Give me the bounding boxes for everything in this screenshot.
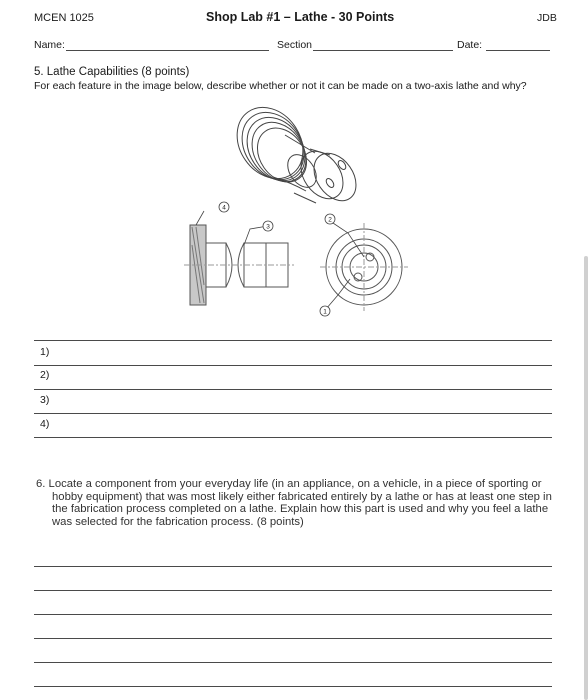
- name-field-line[interactable]: [66, 50, 269, 51]
- answer-line-3[interactable]: [34, 413, 552, 414]
- side-view-drawing: [184, 225, 294, 305]
- answer-label-1: 1): [40, 346, 50, 358]
- answer-label-2: 2): [40, 369, 50, 381]
- section-label: Section: [277, 39, 313, 51]
- answer-line-4[interactable]: [34, 437, 552, 438]
- q6-answer-line-6[interactable]: [34, 686, 552, 687]
- answer-label-3: 3): [40, 394, 50, 406]
- question-6: [36, 478, 556, 528]
- lathe-part-figure: [170, 95, 420, 327]
- q6-answer-line-1[interactable]: [34, 566, 552, 567]
- section-field-line[interactable]: [313, 50, 453, 51]
- document-title: Shop Lab #1 – Lathe - 30 Points: [206, 10, 395, 24]
- question-5-title: 5. Lathe Capabilities (8 points): [34, 66, 190, 78]
- q6-answer-line-4[interactable]: [34, 638, 552, 639]
- callout-2: [325, 214, 335, 224]
- date-field-line[interactable]: [486, 50, 550, 51]
- callout-1: [320, 306, 330, 316]
- svg-text:3: 3: [266, 223, 270, 231]
- answer-label-4: 4): [40, 418, 50, 430]
- end-view-drawing: [320, 223, 408, 311]
- svg-text:1: 1: [323, 308, 327, 316]
- svg-text:4: 4: [222, 204, 226, 212]
- q6-answer-line-5[interactable]: [34, 662, 552, 663]
- svg-text:2: 2: [328, 216, 332, 224]
- name-label: Name:: [34, 39, 65, 51]
- callout-3: [263, 221, 273, 231]
- course-code: MCEN 1025: [34, 12, 94, 24]
- question-5-prompt: For each feature in the image below, describe whether or not it can be made on a two-axis lathe and why?: [34, 80, 527, 92]
- isometric-part-drawing: [224, 95, 365, 209]
- answer-line-2[interactable]: [34, 389, 552, 390]
- callout-leaders: [196, 211, 364, 309]
- date-label: Date:: [457, 39, 483, 51]
- answer-line-1[interactable]: [34, 365, 552, 366]
- author-initials: JDB: [537, 12, 557, 24]
- callout-4: [219, 202, 229, 212]
- question-6-text: 6. Locate a component from your everyday life (in an appliance, on a vehicle, in a piece of sporting or hobby equipment) that was most likely either fabricated entirely by a lathe or has at least one step in the fabrication process completed on a lathe. Explain how this part is used and why you feel a lathe was selected for the fabrication process. (8 points): [36, 478, 552, 528]
- q6-answer-line-2[interactable]: [34, 590, 552, 591]
- answer-line-top: [34, 340, 552, 341]
- scrollbar[interactable]: [584, 256, 588, 700]
- q6-answer-line-3[interactable]: [34, 614, 552, 615]
